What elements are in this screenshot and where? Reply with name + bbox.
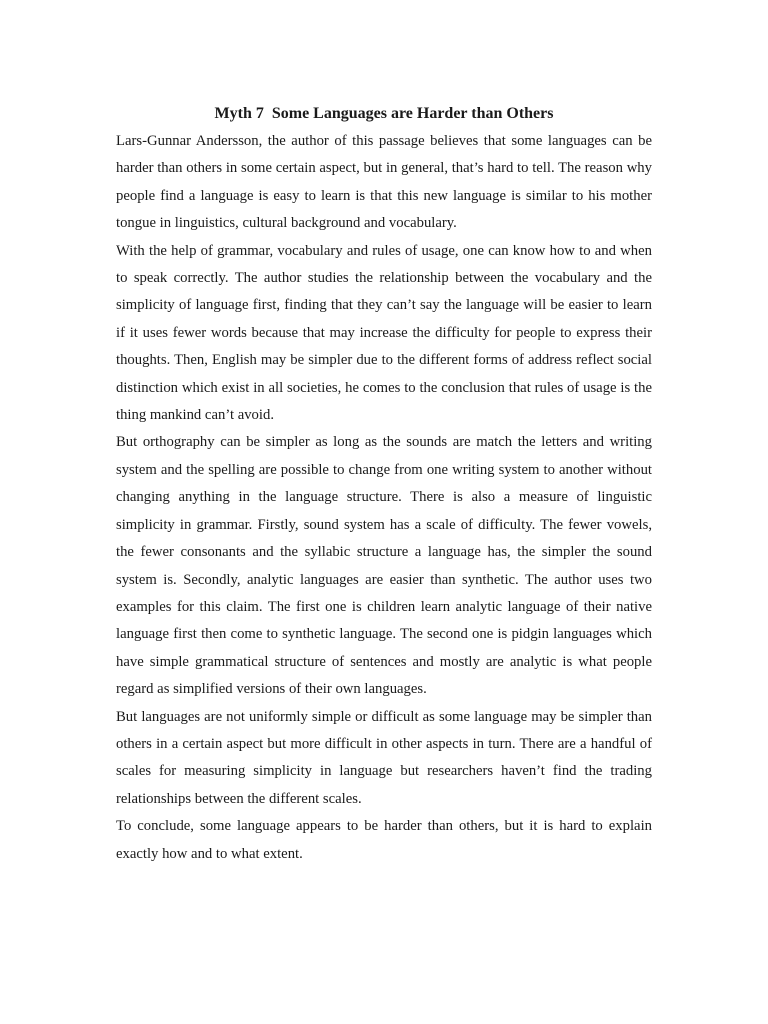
paragraph-uniformity: But languages are not uniformly simple or difficult as some language may be simpler than others in a certain aspect but more difficult in other aspects in turn. There are a handful of scales for measuring simplicity in language but researchers haven’t find the trading relationships between the different scales. <box>116 708 652 807</box>
paragraph-vocabulary: With the help of grammar, vocabulary and rules of usage, one can know how to and when to speak correctly. The author studies the relationship between the vocabulary and the simplicity of language first, finding that they can’t say the language will be easier to learn if it uses fewer words because that may increase the difficulty for people to express their thoughts. Then, English may be simpler due to the different forms of address reflect social distinction which exist in all societies, he comes to the conclusion that rules of usage is the thing mankind can’t avoid. <box>116 242 652 424</box>
paragraph-intro: Lars-Gunnar Andersson, the author of this passage believes that some languages can be harder than others in some certain aspect, but in general, that’s hard to tell. The reason why people find a language is easy to learn is that this new language is similar to his mother tongue in linguistics, cultural background and vocabulary. <box>116 133 652 232</box>
paragraph-orthography-grammar: But orthography can be simpler as long as the sounds are match the letters and writing system and the spelling are possible to change from one writing system to another without changing anything in the language structure. There is also a measure of linguistic simplicity in grammar. Firstly, sound system has a scale of difficulty. The fewer vowels, the fewer consonants and the syllabic structure a language has, the simpler the sound system is. Secondly, analytic languages are easier than synthetic. The author uses two examples for this claim. The first one is children learn analytic language of their native language first then come to synthetic language. The second one is pidgin languages which have simple grammatical structure of sentences and mostly are analytic is what people regard as simplified versions of their own languages. <box>116 434 652 698</box>
document-body <box>116 100 652 868</box>
document-title: Myth 7 Some Languages are Harder than Others <box>214 105 554 122</box>
paragraph-conclusion: To conclude, some language appears to be harder than others, but it is hard to explain exactly how and to what extent. <box>116 818 652 862</box>
